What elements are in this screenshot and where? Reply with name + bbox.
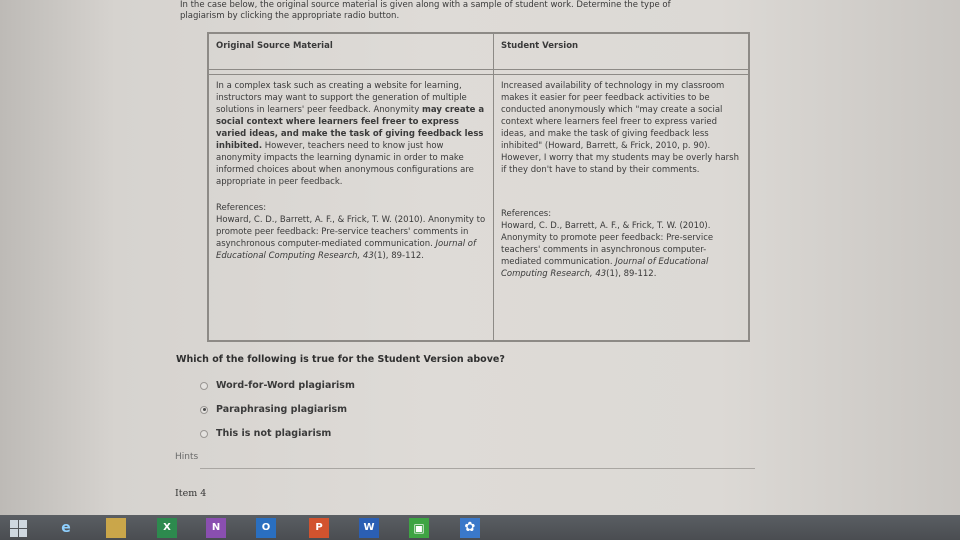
instructions-line-2: plagiarism by clicking the appropriate radio button. [180,11,400,21]
radio-button[interactable] [200,430,208,438]
windows-start-icon[interactable] [8,518,28,538]
student-version-cell [494,75,750,342]
taskbar [0,515,960,540]
highlighted-passage: may create a social context where learners feel freer to express varied ideas, and make the task of giving feedback less inhibited. [216,105,485,151]
student-version-text: Increased availability of technology in my classroom makes it easier for peer feedback activities to be conducted anonymously which "may create a social context where learners feel freer to express varied ideas, and make the task of giving feedback less inhibited" (Howard, Barrett, & Frick, 2010, p. 90). However, I worry that my students may be overly harsh if they don't have to stand by their comments. [501,81,739,175]
settings-icon[interactable]: ✿ [460,518,480,538]
radio-button-selected[interactable] [200,406,208,414]
original-source-cell [208,75,494,342]
citation: Howard, C. D., Barrett, A. F., & Frick, T. W. (2010). Anonymity to promote peer feedback: Pre-service teachers' comments in asynchronous computer-mediated communication. Journal of Educational Computing Research, 43(1), 89-112. [501,221,714,279]
radio-button[interactable] [200,382,208,390]
excel-icon[interactable]: X [157,518,177,538]
instructions-line-1: In the case below, the original source material is given along with a sample of student work. Determine the type of [180,0,671,10]
citation: Howard, C. D., Barrett, A. F., & Frick, T. W. (2010). Anonymity to promote peer feedback: Pre-service teachers' comments in asynchronous computer-mediated communication. Journal of Educational Computing Research, 43(1), 89-112. [216,215,486,261]
question-text: Which of the following is true for the Student Version above? [176,354,505,365]
store-icon[interactable]: ▣ [409,518,429,538]
item-heading: Item 4 [175,488,207,499]
internet-explorer-icon[interactable]: e [61,520,71,536]
option-not-plagiarism[interactable]: This is not plagiarism [200,428,331,439]
references-label: References: [216,203,267,213]
instructions [180,0,760,22]
file-explorer-icon[interactable] [106,518,126,538]
references-label: References: [501,209,552,219]
onenote-icon[interactable]: N [206,518,226,538]
student-references [501,208,741,280]
original-references [216,202,486,262]
divider [200,468,755,469]
hints-link[interactable]: Hints [175,452,199,462]
comparison-table [207,32,750,342]
powerpoint-icon[interactable]: P [309,518,329,538]
word-icon[interactable]: W [359,518,379,538]
header-original-source: Original Source Material [208,33,494,70]
option-paraphrasing[interactable]: Paraphrasing plagiarism [200,404,347,415]
header-student-version: Student Version [494,33,750,70]
original-source-text: In a complex task such as creating a website for learning, instructors may want to support the generation of multiple solutions in learners' peer feedback. Anonymity may create a social context where learners feel freer to express varied ideas, and make the task of giving feedback less inhibited. However, teachers need to know just how anonymity impacts the learning dynamic in order to make informed choices about when anonymous configurations are appropriate in peer feedback. [216,81,485,187]
outlook-icon[interactable]: O [256,518,276,538]
option-word-for-word[interactable]: Word-for-Word plagiarism [200,380,355,391]
